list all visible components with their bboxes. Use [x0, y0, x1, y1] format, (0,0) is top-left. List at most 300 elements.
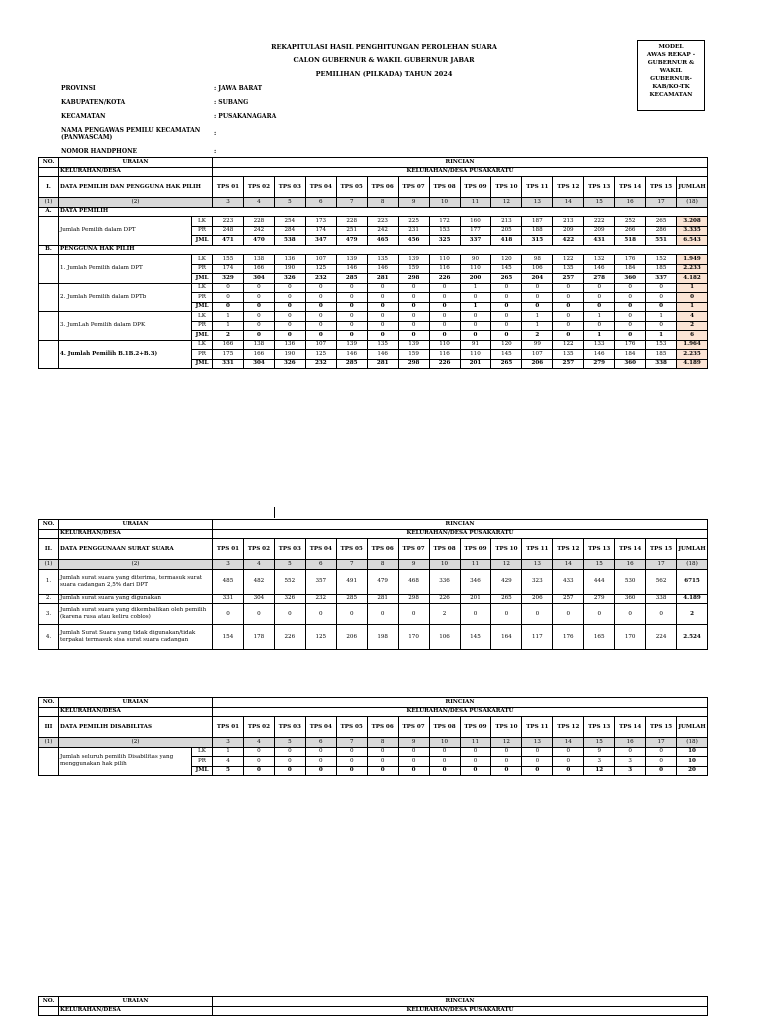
index-cell: 10 — [429, 198, 460, 208]
value-cell: 0 — [274, 312, 305, 322]
value-cell: 265 — [646, 217, 677, 227]
gender-label: LK — [192, 255, 213, 265]
section-number: A. — [39, 207, 59, 217]
index-cell: 8 — [367, 560, 398, 570]
header-row — [39, 997, 708, 1007]
value-cell: 166 — [243, 350, 274, 360]
value-cell: 2 — [213, 331, 244, 341]
value-cell: 0 — [584, 302, 615, 312]
value-cell: 0 — [460, 312, 491, 322]
tps-header: TPS 01 — [213, 539, 244, 560]
model-line: MODEL — [658, 44, 684, 50]
usage-row — [39, 594, 708, 604]
gender-label: JML — [192, 274, 213, 284]
value-cell: 146 — [336, 264, 367, 274]
value-cell: 200 — [460, 274, 491, 284]
value-cell: 248 — [213, 226, 244, 236]
model-line: GUBERNUR & — [647, 60, 695, 66]
value-cell: 257 — [553, 359, 584, 369]
value-cell: 1 — [213, 321, 244, 331]
value-cell: 213 — [491, 217, 522, 227]
value-cell: 188 — [522, 226, 553, 236]
index-cell: 17 — [646, 560, 677, 570]
col-rincian-header: RINCIAN — [213, 698, 708, 708]
value-cell: 110 — [460, 264, 491, 274]
index-cell: 16 — [615, 738, 646, 748]
value-cell: 232 — [305, 359, 336, 369]
value-cell: 165 — [584, 625, 615, 650]
value-cell: 0 — [336, 766, 367, 776]
tps-header: TPS 03 — [274, 539, 305, 560]
value-cell: 226 — [429, 359, 460, 369]
value-cell: 160 — [460, 217, 491, 227]
value-cell: 138 — [243, 340, 274, 350]
tps-header: TPS 12 — [553, 177, 584, 198]
gender-label: PR — [192, 293, 213, 303]
row-label: Jumlah Surat Suara yang tidak digunakan/tidak terpakai termasuk sisa surat suara cadangan — [59, 625, 213, 650]
value-cell: 4 — [213, 757, 244, 767]
value-cell: 146 — [336, 350, 367, 360]
value-cell: 0 — [243, 321, 274, 331]
value-cell: 116 — [429, 350, 460, 360]
index-cell: 12 — [491, 198, 522, 208]
value-cell: 99 — [522, 340, 553, 350]
value-cell: 326 — [274, 359, 305, 369]
value-cell: 0 — [398, 283, 429, 293]
tps-header: TPS 04 — [305, 177, 336, 198]
info-label: NAMA PENGAWAS PEMILU KECAMATAN (PANWASCAM) — [61, 127, 201, 141]
value-cell: 0 — [367, 283, 398, 293]
value-cell: 226 — [429, 274, 460, 284]
value-cell: 190 — [274, 350, 305, 360]
value-cell: 281 — [367, 359, 398, 369]
index-cell: 14 — [553, 560, 584, 570]
value-cell: 551 — [646, 236, 677, 246]
gender-label: LK — [192, 312, 213, 322]
value-cell: 174 — [305, 226, 336, 236]
value-cell: 0 — [398, 757, 429, 767]
index-cell: 11 — [460, 198, 491, 208]
col-uraian-header: URAIAN — [59, 997, 213, 1007]
value-cell: 145 — [491, 350, 522, 360]
kelurahan-label: KELURAHAN/DESA — [59, 167, 213, 177]
value-cell: 135 — [367, 255, 398, 265]
data-row-lk — [39, 217, 708, 227]
value-cell: 91 — [460, 340, 491, 350]
kelurahan-row — [39, 1006, 708, 1016]
section-number: B. — [39, 245, 59, 255]
row-number: 4. — [39, 625, 59, 650]
value-cell: 2.233 — [677, 264, 708, 274]
value-cell: 360 — [615, 594, 646, 604]
value-cell: 117 — [522, 625, 553, 650]
value-cell: 338 — [646, 594, 677, 604]
value-cell: 5 — [213, 766, 244, 776]
value-cell: 174 — [213, 264, 244, 274]
value-cell: 0 — [491, 604, 522, 625]
value-cell: 0 — [615, 302, 646, 312]
index-cell: 7 — [336, 738, 367, 748]
value-cell: 0 — [460, 321, 491, 331]
data-row-lk — [39, 340, 708, 350]
value-cell: 0 — [336, 283, 367, 293]
value-cell: 0 — [336, 747, 367, 757]
value-cell: 145 — [491, 264, 522, 274]
value-cell: 120 — [491, 255, 522, 265]
index-cell: 13 — [522, 560, 553, 570]
value-cell: 265 — [491, 594, 522, 604]
tps-header: TPS 15 — [646, 177, 677, 198]
kelurahan-row — [39, 167, 708, 177]
value-cell: 146 — [367, 264, 398, 274]
value-cell: 0 — [615, 331, 646, 341]
tps-header: TPS 15 — [646, 717, 677, 738]
value-cell: 0 — [553, 757, 584, 767]
row-number: 2. — [39, 594, 59, 604]
empty-cell — [39, 1006, 59, 1016]
value-cell: 122 — [553, 255, 584, 265]
value-cell: 429 — [491, 569, 522, 594]
value-cell: 0 — [367, 604, 398, 625]
row-label: 4. Jumlah Pemilih B.1B.2+B.3) — [59, 340, 192, 369]
value-cell: 2.524 — [677, 625, 708, 650]
index-cell: 4 — [243, 198, 274, 208]
value-cell: 213 — [553, 217, 584, 227]
value-cell: 1 — [677, 283, 708, 293]
value-cell: 0 — [646, 604, 677, 625]
index-cell: 17 — [646, 738, 677, 748]
value-cell: 0 — [460, 747, 491, 757]
value-cell: 0 — [429, 283, 460, 293]
value-cell: 2 — [677, 321, 708, 331]
value-cell: 6.543 — [677, 236, 708, 246]
value-cell: 177 — [460, 226, 491, 236]
tps-header: TPS 15 — [646, 539, 677, 560]
tps-header: TPS 09 — [460, 177, 491, 198]
value-cell: 1.964 — [677, 340, 708, 350]
value-cell: 326 — [274, 274, 305, 284]
index-cell: (2) — [59, 198, 213, 208]
value-cell: 170 — [398, 625, 429, 650]
value-cell: 176 — [553, 625, 584, 650]
value-cell: 9 — [584, 747, 615, 757]
value-cell: 0 — [584, 293, 615, 303]
row-label: 2. Jumlah Pemilih dalam DPTb — [59, 283, 192, 312]
index-cell: 3 — [213, 738, 244, 748]
value-cell: 232 — [305, 594, 336, 604]
value-cell: 110 — [460, 350, 491, 360]
value-cell: 0 — [615, 321, 646, 331]
tps-header-row — [39, 717, 708, 738]
value-cell: 0 — [336, 312, 367, 322]
tps-header: TPS 10 — [491, 717, 522, 738]
value-cell: 0 — [274, 747, 305, 757]
section-b-row — [39, 245, 708, 255]
value-cell: 0 — [398, 604, 429, 625]
tps-header-row — [39, 177, 708, 198]
index-cell: 10 — [429, 738, 460, 748]
value-cell: 0 — [398, 321, 429, 331]
info-label: PROVINSI — [61, 85, 96, 92]
value-cell: 153 — [646, 340, 677, 350]
value-cell: 201 — [460, 359, 491, 369]
value-cell: 0 — [460, 331, 491, 341]
value-cell: 0 — [243, 604, 274, 625]
value-cell: 159 — [398, 350, 429, 360]
value-cell: 190 — [274, 264, 305, 274]
value-cell: 0 — [553, 321, 584, 331]
table-next — [38, 996, 708, 1016]
report-subtitle: CALON GUBERNUR & WAKIL GUBERNUR JABAR — [293, 56, 475, 64]
value-cell: 231 — [398, 226, 429, 236]
info-value: : PUSAKANAGARA — [214, 113, 277, 120]
value-cell: 136 — [274, 255, 305, 265]
value-cell: 0 — [274, 302, 305, 312]
value-cell: 298 — [398, 594, 429, 604]
section-number: III — [39, 717, 59, 738]
value-cell: 336 — [429, 569, 460, 594]
value-cell: 2 — [522, 331, 553, 341]
tps-header: TPS 14 — [615, 539, 646, 560]
value-cell: 3.208 — [677, 217, 708, 227]
empty-cell — [39, 217, 59, 246]
info-value: : SUBANG — [214, 99, 249, 106]
value-cell: 0 — [367, 757, 398, 767]
value-cell: 337 — [646, 274, 677, 284]
tps-header: TPS 03 — [274, 177, 305, 198]
row-label: Jumlah seluruh pemilih Disabilitas yang menggunakan hak pilih — [59, 747, 192, 776]
value-cell: 0 — [615, 293, 646, 303]
tps-header: TPS 09 — [460, 539, 491, 560]
value-cell: 444 — [584, 569, 615, 594]
value-cell: 0 — [429, 331, 460, 341]
value-cell: 266 — [615, 226, 646, 236]
value-cell: 0 — [213, 604, 244, 625]
tps-header: TPS 10 — [491, 539, 522, 560]
index-cell: 14 — [553, 738, 584, 748]
section-title: DATA PEMILIH — [59, 207, 708, 217]
index-row — [39, 560, 708, 570]
value-cell: 122 — [553, 340, 584, 350]
value-cell: 107 — [305, 340, 336, 350]
index-cell: 3 — [213, 198, 244, 208]
value-cell: 0 — [460, 766, 491, 776]
value-cell: 0 — [460, 757, 491, 767]
tps-header: TPS 05 — [336, 177, 367, 198]
value-cell: 206 — [522, 594, 553, 604]
value-cell: 337 — [460, 236, 491, 246]
value-cell: 346 — [460, 569, 491, 594]
index-cell: 6 — [305, 738, 336, 748]
tps-header: TPS 05 — [336, 717, 367, 738]
value-cell: 146 — [584, 264, 615, 274]
value-cell: 0 — [522, 283, 553, 293]
value-cell: 471 — [213, 236, 244, 246]
tps-header: TPS 05 — [336, 539, 367, 560]
model-line: WAKIL — [659, 68, 683, 74]
kelurahan-label: KELURAHAN/DESA — [59, 529, 213, 539]
value-cell: 0 — [491, 331, 522, 341]
value-cell: 518 — [615, 236, 646, 246]
kelurahan-label: KELURAHAN/DESA — [59, 1006, 213, 1016]
value-cell: 172 — [429, 217, 460, 227]
value-cell: 125 — [305, 264, 336, 274]
value-cell: 159 — [398, 264, 429, 274]
value-cell: 0 — [553, 302, 584, 312]
value-cell: 0 — [491, 757, 522, 767]
value-cell: 12 — [584, 766, 615, 776]
value-cell: 0 — [213, 293, 244, 303]
section-a-row — [39, 207, 708, 217]
tps-header: TPS 02 — [243, 717, 274, 738]
value-cell: 0 — [367, 331, 398, 341]
value-cell: 298 — [398, 359, 429, 369]
value-cell: 3.335 — [677, 226, 708, 236]
report-title: REKAPITULASI HASIL PENGHITUNGAN PEROLEHAN SUARA — [271, 43, 497, 51]
kelurahan-name: KELURAHAN/DESA PUSAKARATU — [213, 1006, 708, 1016]
value-cell: 281 — [367, 274, 398, 284]
value-cell: 0 — [305, 312, 336, 322]
tps-header: TPS 12 — [553, 539, 584, 560]
value-cell: 139 — [398, 255, 429, 265]
index-cell: 4 — [243, 560, 274, 570]
kelurahan-name: KELURAHAN/DESA PUSAKARATU — [213, 529, 708, 539]
value-cell: 4.189 — [677, 594, 708, 604]
tps-header: TPS 10 — [491, 177, 522, 198]
index-cell: 9 — [398, 738, 429, 748]
value-cell: 285 — [336, 274, 367, 284]
value-cell: 184 — [615, 350, 646, 360]
value-cell: 0 — [336, 321, 367, 331]
value-cell: 0 — [336, 331, 367, 341]
gender-label: LK — [192, 283, 213, 293]
value-cell: 279 — [584, 359, 615, 369]
value-cell: 485 — [213, 569, 244, 594]
empty-cell — [39, 312, 59, 341]
value-cell: 0 — [336, 293, 367, 303]
table-surat-suara — [38, 519, 708, 650]
value-cell: 1 — [213, 747, 244, 757]
value-cell: 209 — [553, 226, 584, 236]
value-cell: 225 — [398, 217, 429, 227]
gender-label: JML — [192, 766, 213, 776]
model-line: GUBERNUR- — [650, 76, 692, 82]
value-cell: 0 — [553, 766, 584, 776]
index-cell: 13 — [522, 198, 553, 208]
value-cell: 223 — [367, 217, 398, 227]
tps-header: TPS 13 — [584, 177, 615, 198]
tps-header: TPS 04 — [305, 539, 336, 560]
info-label: KECAMATAN — [61, 113, 106, 120]
value-cell: 0 — [491, 312, 522, 322]
index-cell: (18) — [677, 738, 708, 748]
value-cell: 0 — [553, 747, 584, 757]
value-cell: 232 — [305, 274, 336, 284]
section-title: PENGGUNA HAK PILIH — [59, 245, 708, 255]
value-cell: 0 — [305, 293, 336, 303]
gender-label: PR — [192, 226, 213, 236]
col-rincian-header: RINCIAN — [213, 997, 708, 1007]
index-cell: 11 — [460, 738, 491, 748]
value-cell: 166 — [243, 264, 274, 274]
value-cell: 1 — [584, 312, 615, 322]
value-cell: 298 — [398, 274, 429, 284]
value-cell: 0 — [398, 747, 429, 757]
info-value: : JAWA BARAT — [214, 85, 263, 92]
value-cell: 431 — [584, 236, 615, 246]
index-cell: 5 — [274, 198, 305, 208]
value-cell: 224 — [646, 625, 677, 650]
index-cell: 6 — [305, 198, 336, 208]
value-cell: 0 — [398, 312, 429, 322]
kelurahan-name: KELURAHAN/DESA PUSAKARATU — [213, 707, 708, 717]
value-cell: 326 — [274, 594, 305, 604]
value-cell: 0 — [584, 321, 615, 331]
value-cell: 0 — [336, 604, 367, 625]
value-cell: 185 — [646, 350, 677, 360]
value-cell: 139 — [336, 255, 367, 265]
tps-header: TPS 06 — [367, 177, 398, 198]
value-cell: 4 — [677, 312, 708, 322]
value-cell: 0 — [398, 331, 429, 341]
value-cell: 257 — [553, 274, 584, 284]
index-cell: (1) — [39, 738, 59, 748]
value-cell: 0 — [491, 283, 522, 293]
value-cell: 0 — [274, 293, 305, 303]
gender-label: PR — [192, 264, 213, 274]
header-row — [39, 158, 708, 168]
value-cell: 139 — [398, 340, 429, 350]
value-cell: 0 — [243, 766, 274, 776]
value-cell: 0 — [460, 604, 491, 625]
col-uraian-header: URAIAN — [59, 158, 213, 168]
value-cell: 4.182 — [677, 274, 708, 284]
index-cell: 16 — [615, 560, 646, 570]
value-cell: 0 — [429, 321, 460, 331]
gender-label: LK — [192, 217, 213, 227]
empty-cell — [39, 283, 59, 312]
value-cell: 0 — [646, 293, 677, 303]
value-cell: 0 — [305, 321, 336, 331]
row-number: 1. — [39, 569, 59, 594]
index-cell: 16 — [615, 198, 646, 208]
gender-label: JML — [192, 236, 213, 246]
tps-header: JUMLAH — [677, 539, 708, 560]
value-cell: 0 — [305, 331, 336, 341]
value-cell: 0 — [553, 293, 584, 303]
value-cell: 0 — [460, 293, 491, 303]
value-cell: 338 — [646, 359, 677, 369]
value-cell: 0 — [646, 283, 677, 293]
value-cell: 265 — [491, 274, 522, 284]
tps-header: TPS 11 — [522, 177, 553, 198]
value-cell: 0 — [336, 302, 367, 312]
usage-row — [39, 625, 708, 650]
kelurahan-row — [39, 529, 708, 539]
col-rincian-header: RINCIAN — [213, 520, 708, 530]
value-cell: 154 — [213, 625, 244, 650]
index-cell: 17 — [646, 198, 677, 208]
col-uraian-header: URAIAN — [59, 698, 213, 708]
index-cell: (2) — [59, 738, 213, 748]
kelurahan-row — [39, 707, 708, 717]
value-cell: 176 — [615, 255, 646, 265]
value-cell: 175 — [213, 350, 244, 360]
value-cell: 0 — [615, 747, 646, 757]
value-cell: 323 — [522, 569, 553, 594]
tps-header: TPS 12 — [553, 717, 584, 738]
value-cell: 187 — [522, 217, 553, 227]
